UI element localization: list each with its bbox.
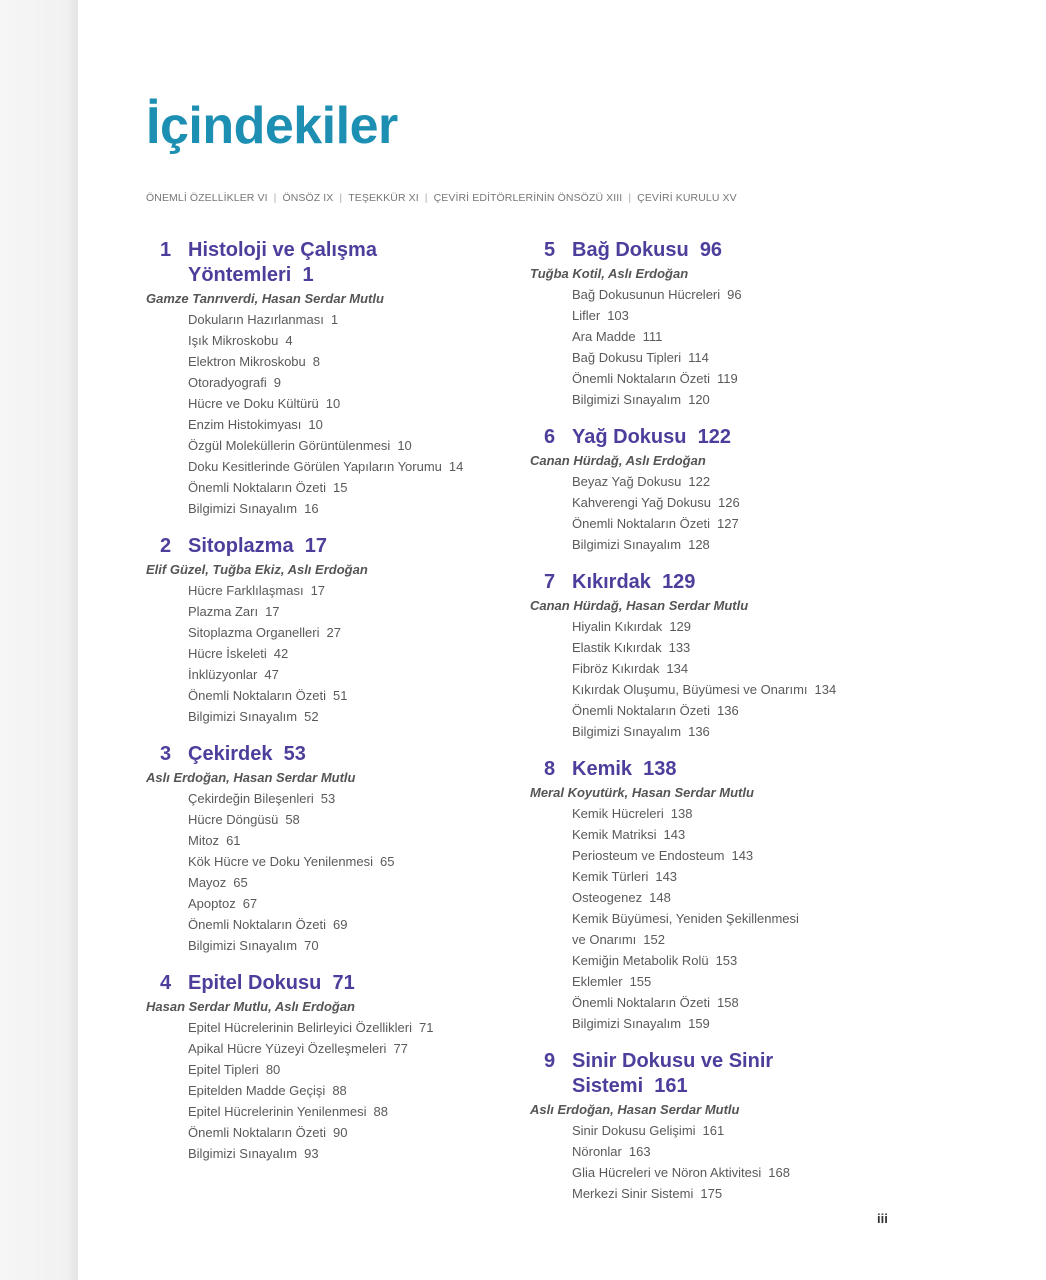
section-item — [188, 580, 506, 601]
chapter-title-wrap — [572, 425, 731, 450]
section-item — [572, 471, 875, 492]
chapter-number: 6 — [544, 426, 556, 448]
section-list — [530, 284, 875, 410]
section-item — [188, 788, 506, 809]
section-page: 158 — [717, 995, 739, 1010]
section-page: 10 — [308, 417, 323, 432]
section-item — [188, 456, 506, 477]
section-page: 67 — [242, 896, 258, 911]
section-item — [572, 347, 875, 368]
section-item — [572, 616, 875, 637]
section-page: 27 — [326, 625, 341, 640]
chapter-number: 5 — [544, 239, 556, 261]
chapter-heading — [146, 534, 506, 559]
section-page: 77 — [393, 1041, 408, 1056]
section-label: Kök Hücre ve Doku Yenilenmesi — [188, 854, 373, 869]
section-page: 88 — [373, 1104, 388, 1119]
section-item — [188, 330, 506, 351]
section-item — [188, 1143, 506, 1164]
section-label: Önemli Noktaların Özeti — [572, 995, 710, 1010]
section-label: Kemiğin Metabolik Rolü — [572, 953, 709, 968]
front-matter-separator: | — [628, 192, 632, 204]
section-item — [188, 1122, 506, 1143]
section-item — [572, 1183, 875, 1204]
section-list — [146, 309, 506, 519]
chapter-title-wrap — [572, 238, 722, 263]
front-matter-page: IX — [323, 192, 334, 204]
front-matter-separator: | — [339, 192, 343, 204]
section-item — [188, 685, 506, 706]
section-label: Önemli Noktaların Özeti — [572, 516, 710, 531]
section-page: 71 — [418, 1020, 434, 1035]
chapter-entry — [146, 971, 506, 1164]
section-label: Epitel Hücrelerinin Yenilenmesi — [188, 1104, 367, 1119]
section-label: Doku Kesitlerinde Görülen Yapıların Yorumu — [188, 459, 442, 474]
front-matter-item — [146, 192, 268, 204]
chapter-authors: Aslı Erdoğan, Hasan Serdar Mutlu — [146, 770, 356, 785]
section-page: 126 — [718, 495, 740, 510]
chapter-page: 17 — [304, 535, 327, 557]
front-matter-line — [146, 192, 737, 204]
chapter-number: 1 — [160, 239, 172, 261]
section-item — [188, 1038, 506, 1059]
section-label: Kemik Türleri — [572, 869, 649, 884]
section-label: Önemli Noktaların Özeti — [572, 371, 710, 386]
chapter-authors: Gamze Tanrıverdi, Hasan Serdar Mutlu — [146, 291, 384, 306]
chapter-authors: Hasan Serdar Mutlu, Aslı Erdoğan — [146, 999, 356, 1014]
section-page: 122 — [688, 474, 711, 489]
section-label: Bilgimizi Sınayalım — [188, 501, 298, 516]
section-label: Apoptoz — [188, 896, 236, 911]
section-item — [188, 477, 506, 498]
chapter-title: Kemik — [572, 758, 633, 780]
section-item — [188, 372, 506, 393]
section-item — [572, 950, 875, 971]
section-label: Kıkırdak Oluşumu, Büyümesi ve Onarımı — [572, 682, 808, 697]
section-page: 134 — [814, 682, 837, 697]
section-label: Sinir Dokusu Gelişimi — [572, 1123, 696, 1138]
front-matter-page: XV — [722, 192, 737, 204]
chapter-authors: Canan Hürdağ, Aslı Erdoğan — [530, 453, 706, 468]
section-label: Osteogenez — [572, 890, 643, 905]
section-label: Mayoz — [188, 875, 227, 890]
section-page: 155 — [629, 974, 652, 989]
section-page: 143 — [663, 827, 686, 842]
chapter-heading — [530, 238, 875, 263]
section-item — [572, 1013, 875, 1034]
section-label: Mitoz — [188, 833, 220, 848]
chapter-title-wrap — [572, 570, 695, 595]
chapter-entry — [530, 757, 875, 1034]
section-item — [572, 637, 875, 658]
section-label: Hücre İskeleti — [188, 646, 267, 661]
chapter-number: 2 — [160, 535, 172, 557]
section-item — [188, 851, 506, 872]
section-label: Epitel Tipleri — [188, 1062, 259, 1077]
chapter-number: 8 — [544, 758, 556, 780]
section-page: 159 — [688, 1016, 710, 1031]
chapter-authors: Aslı Erdoğan, Hasan Serdar Mutlu — [530, 1102, 740, 1117]
section-page: 129 — [669, 619, 692, 634]
chapter-title-wrap — [572, 1049, 875, 1099]
page-title: İçindekiler — [146, 97, 398, 155]
section-label: Hücre Farklılaşması — [188, 583, 304, 598]
front-matter-item — [434, 192, 623, 204]
section-item — [572, 887, 875, 908]
section-page: 14 — [448, 459, 464, 474]
section-item — [572, 305, 875, 326]
chapter-title: Sinir Dokusu ve Sinir Sistemi — [572, 1050, 774, 1097]
section-label: Periosteum ve Endosteum — [572, 848, 725, 863]
section-item — [188, 435, 506, 456]
section-item — [188, 351, 506, 372]
section-list — [146, 580, 506, 727]
section-label: Önemli Noktaların Özeti — [188, 1125, 326, 1140]
section-item — [572, 679, 875, 700]
chapter-page: 138 — [643, 758, 677, 780]
section-label: Bilgimizi Sınayalım — [188, 938, 298, 953]
section-item — [572, 721, 875, 742]
section-item — [572, 326, 875, 347]
section-item — [188, 1101, 506, 1122]
chapter-title-wrap — [188, 238, 377, 288]
section-item — [188, 309, 506, 330]
section-label: Elastik Kıkırdak — [572, 640, 662, 655]
section-page: 10 — [325, 396, 341, 411]
chapter-page: 53 — [283, 743, 306, 765]
section-page: 127 — [717, 516, 739, 531]
section-item — [572, 513, 875, 534]
section-label: Önemli Noktaların Özeti — [188, 480, 326, 495]
section-page: 10 — [397, 438, 412, 453]
section-label: İnklüzyonlar — [188, 667, 258, 682]
section-page: 90 — [333, 1125, 348, 1140]
page-number: iii — [877, 1211, 888, 1226]
section-label: Kemik Büyümesi, Yeniden Şekillenmesi ve Onarımı — [572, 911, 799, 947]
section-label: Önemli Noktaların Özeti — [188, 688, 326, 703]
section-label: Önemli Noktaların Özeti — [188, 917, 326, 932]
chapter-authors: Elif Güzel, Tuğba Ekiz, Aslı Erdoğan — [146, 562, 368, 577]
section-item — [188, 809, 506, 830]
section-page: 138 — [670, 806, 693, 821]
section-list — [146, 788, 506, 956]
section-item — [188, 601, 506, 622]
section-label: Bilgimizi Sınayalım — [572, 1016, 682, 1031]
section-label: Fibröz Kıkırdak — [572, 661, 660, 676]
section-item — [572, 866, 875, 887]
section-list — [530, 803, 875, 1034]
chapter-heading — [530, 1049, 875, 1099]
front-matter-separator: | — [273, 192, 277, 204]
section-label: Çekirdeğin Bileşenleri — [188, 791, 314, 806]
section-page: 153 — [715, 953, 738, 968]
section-page: 70 — [304, 938, 319, 953]
section-page: 58 — [285, 812, 300, 827]
chapter-page: 129 — [662, 571, 696, 593]
section-page: 148 — [649, 890, 671, 905]
chapter-title-wrap — [188, 971, 355, 996]
chapter-title-wrap — [188, 534, 327, 559]
section-label: Hücre ve Doku Kültürü — [188, 396, 319, 411]
section-page: 52 — [304, 709, 319, 724]
toc-left-column — [146, 238, 506, 1179]
section-page: 136 — [688, 724, 710, 739]
section-page: 80 — [265, 1062, 281, 1077]
section-item — [188, 893, 506, 914]
section-item — [572, 824, 875, 845]
section-label: Özgül Moleküllerin Görüntülenmesi — [188, 438, 391, 453]
section-label: Apikal Hücre Yüzeyi Özelleşmeleri — [188, 1041, 387, 1056]
section-page: 17 — [310, 583, 326, 598]
section-item — [572, 803, 875, 824]
chapter-entry — [530, 1049, 875, 1204]
section-page: 88 — [332, 1083, 347, 1098]
section-label: Nöronlar — [572, 1144, 622, 1159]
section-page: 65 — [380, 854, 395, 869]
chapter-entry — [530, 570, 875, 742]
section-page: 96 — [727, 287, 742, 302]
chapter-entry — [530, 425, 875, 555]
section-page: 47 — [264, 667, 279, 682]
section-label: Ara Madde — [572, 329, 636, 344]
chapter-title-wrap — [572, 757, 677, 782]
section-label: Bağ Dokusunun Hücreleri — [572, 287, 721, 302]
section-page: 93 — [304, 1146, 319, 1161]
front-matter-label: ÇEVİRİ KURULU — [637, 192, 720, 204]
front-matter-page: XIII — [606, 192, 623, 204]
section-page: 168 — [768, 1165, 790, 1180]
section-item — [572, 700, 875, 721]
section-item — [572, 1162, 875, 1183]
chapter-authors: Canan Hürdağ, Hasan Serdar Mutlu — [530, 598, 749, 613]
section-label: Lifler — [572, 308, 601, 323]
chapter-authors: Tuğba Kotil, Aslı Erdoğan — [530, 266, 689, 281]
chapter-title: Bağ Dokusu — [572, 239, 689, 261]
section-label: Bilgimizi Sınayalım — [188, 709, 298, 724]
section-label: Eklemler — [572, 974, 623, 989]
chapter-page: 122 — [697, 426, 731, 448]
section-page: 111 — [642, 329, 663, 344]
section-page: 17 — [265, 604, 280, 619]
section-label: Merkezi Sinir Sistemi — [572, 1186, 694, 1201]
section-label: Kemik Matriksi — [572, 827, 657, 842]
chapter-heading — [530, 425, 875, 450]
chapter-number: 7 — [544, 571, 556, 593]
section-label: Glia Hücreleri ve Nöron Aktivitesi — [572, 1165, 762, 1180]
chapter-page: 96 — [699, 239, 723, 261]
book-spine-shadow — [0, 0, 78, 1280]
section-page: 143 — [655, 869, 678, 884]
section-item — [572, 908, 875, 950]
chapter-title: Çekirdek — [188, 743, 273, 765]
section-page: 175 — [700, 1186, 723, 1201]
section-page: 65 — [233, 875, 248, 890]
chapter-number: 9 — [544, 1050, 556, 1072]
section-item — [572, 492, 875, 513]
section-item — [572, 658, 875, 679]
section-page: 103 — [607, 308, 629, 323]
section-item — [188, 1080, 506, 1101]
section-item — [572, 389, 875, 410]
section-page: 136 — [717, 703, 739, 718]
section-page: 163 — [628, 1144, 651, 1159]
section-page: 133 — [668, 640, 691, 655]
front-matter-separator: | — [424, 192, 428, 204]
section-page: 9 — [273, 375, 281, 390]
section-label: Bağ Dokusu Tipleri — [572, 350, 682, 365]
chapter-page: 161 — [654, 1075, 688, 1097]
chapter-authors: Meral Koyutürk, Hasan Serdar Mutlu — [530, 785, 754, 800]
section-page: 51 — [333, 688, 348, 703]
section-item — [188, 622, 506, 643]
section-page: 8 — [312, 354, 321, 369]
section-page: 53 — [320, 791, 336, 806]
toc-right-column — [530, 238, 875, 1219]
chapter-title: Kıkırdak — [572, 571, 651, 593]
section-item — [188, 830, 506, 851]
section-page: 61 — [226, 833, 241, 848]
section-item — [572, 845, 875, 866]
chapter-heading — [146, 238, 506, 288]
section-label: Dokuların Hazırlanması — [188, 312, 324, 327]
section-page: 1 — [330, 312, 339, 327]
section-page: 16 — [304, 501, 319, 516]
section-label: Kemik Hücreleri — [572, 806, 664, 821]
section-item — [188, 1059, 506, 1080]
section-page: 152 — [643, 932, 665, 947]
section-item — [572, 992, 875, 1013]
chapter-number: 3 — [160, 743, 172, 765]
section-label: Beyaz Yağ Dokusu — [572, 474, 682, 489]
chapter-page: 1 — [302, 264, 314, 286]
section-item — [572, 368, 875, 389]
section-label: Hücre Döngüsü — [188, 812, 279, 827]
chapter-title: Yağ Dokusu — [572, 426, 687, 448]
section-label: Sitoplazma Organelleri — [188, 625, 320, 640]
section-item — [572, 971, 875, 992]
section-list — [530, 471, 875, 555]
chapter-entry — [146, 534, 506, 727]
section-item — [188, 664, 506, 685]
front-matter-label: ÇEVİRİ EDİTÖRLERİNİN ÖNSÖZÜ — [433, 192, 604, 204]
section-page: 134 — [666, 661, 689, 676]
chapter-title-wrap — [188, 742, 306, 767]
section-list — [530, 1120, 875, 1204]
section-label: Bilgimizi Sınayalım — [188, 1146, 298, 1161]
section-page: 42 — [273, 646, 289, 661]
section-item — [188, 414, 506, 435]
front-matter-page: VI — [257, 192, 268, 204]
section-label: Elektron Mikroskobu — [188, 354, 306, 369]
section-item — [188, 872, 506, 893]
chapter-heading — [146, 971, 506, 996]
front-matter-label: TEŞEKKÜR — [348, 192, 406, 204]
section-item — [572, 1120, 875, 1141]
chapter-entry — [530, 238, 875, 410]
section-page: 143 — [731, 848, 754, 863]
chapter-heading — [530, 570, 875, 595]
section-item — [188, 393, 506, 414]
section-page: 120 — [688, 392, 710, 407]
section-label: Hiyalin Kıkırdak — [572, 619, 663, 634]
section-label: Enzim Histokimyası — [188, 417, 302, 432]
section-item — [188, 935, 506, 956]
front-matter-label: ÖNEMLİ ÖZELLİKLER — [146, 192, 255, 204]
front-matter-item — [282, 192, 333, 204]
section-label: Bilgimizi Sınayalım — [572, 724, 682, 739]
section-label: Önemli Noktaların Özeti — [572, 703, 710, 718]
section-page: 128 — [688, 537, 710, 552]
section-label: Epitel Hücrelerinin Belirleyici Özellikleri — [188, 1020, 412, 1035]
chapter-page: 71 — [332, 972, 355, 994]
chapter-title: Epitel Dokusu — [188, 972, 322, 994]
section-item — [188, 706, 506, 727]
chapter-number: 4 — [160, 972, 172, 994]
section-label: Bilgimizi Sınayalım — [572, 537, 682, 552]
section-item — [188, 1017, 506, 1038]
section-list — [530, 616, 875, 742]
section-list — [146, 1017, 506, 1164]
chapter-heading — [530, 757, 875, 782]
front-matter-item — [348, 192, 419, 204]
section-label: Epitelden Madde Geçişi — [188, 1083, 326, 1098]
chapter-entry — [146, 238, 506, 519]
section-page: 69 — [333, 917, 348, 932]
section-item — [572, 534, 875, 555]
section-page: 15 — [333, 480, 348, 495]
chapter-title: Sitoplazma — [188, 535, 294, 557]
front-matter-label: ÖNSÖZ — [282, 192, 321, 204]
section-page: 119 — [717, 371, 738, 386]
section-label: Bilgimizi Sınayalım — [572, 392, 682, 407]
section-item — [572, 1141, 875, 1162]
chapter-entry — [146, 742, 506, 956]
section-label: Plazma Zarı — [188, 604, 259, 619]
section-item — [188, 498, 506, 519]
section-page: 114 — [688, 350, 709, 365]
section-page: 161 — [702, 1123, 725, 1138]
chapter-title: Histoloji ve Çalışma Yöntemleri — [188, 239, 377, 286]
section-label: Işık Mikroskobu — [188, 333, 279, 348]
section-item — [188, 914, 506, 935]
section-page: 4 — [285, 333, 293, 348]
section-item — [572, 284, 875, 305]
section-label: Kahverengi Yağ Dokusu — [572, 495, 712, 510]
front-matter-item — [637, 192, 737, 204]
chapter-heading — [146, 742, 506, 767]
front-matter-page: XI — [408, 192, 419, 204]
section-item — [188, 643, 506, 664]
section-label: Otoradyografi — [188, 375, 267, 390]
